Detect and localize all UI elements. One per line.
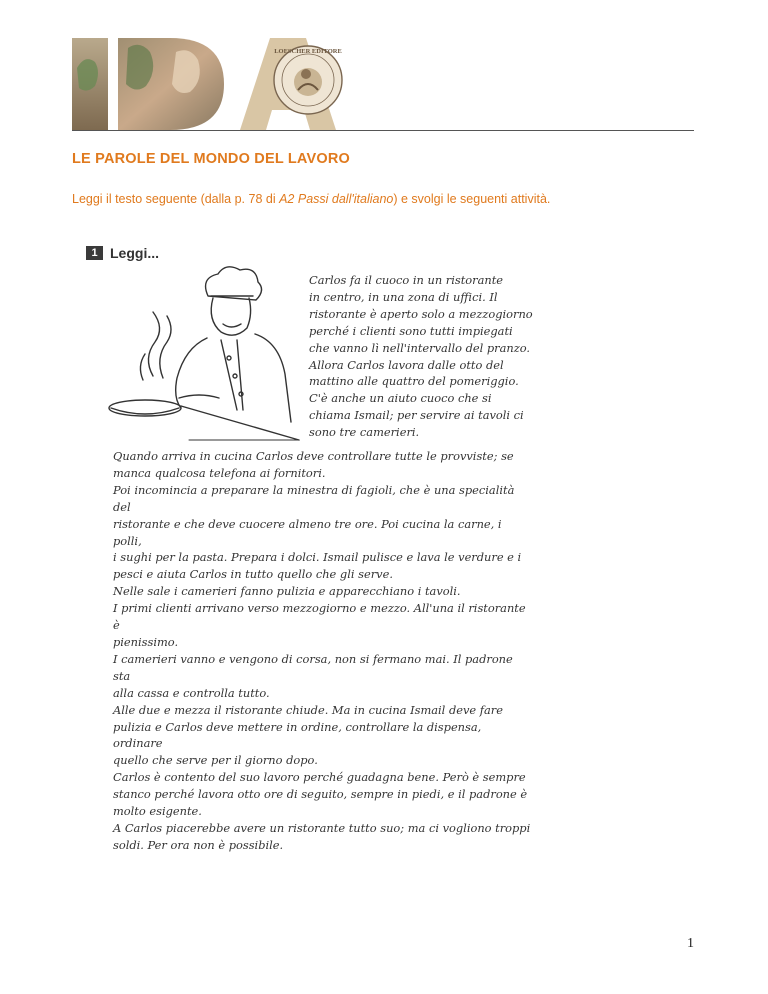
story-line: C'è anche un aiuto cuoco che si [309,391,492,406]
ida-logo [72,38,344,130]
story-line: pesci e aiuta Carlos in tutto quello che gli serve. [113,567,393,582]
story-line: Poi incomincia a preparare la minestra di fagioli, che è una specialità del [113,482,515,514]
instruction-after: ) e svolgi le seguenti attività. [393,192,551,206]
story-line: i sughi per la pasta. Prepara i dolci. Ismail pulisce e lava le verdure e i [113,550,522,565]
book-title: A2 Passi dall'italiano [279,192,394,206]
story-line: sono tre camerieri. [309,425,420,440]
section-label: Leggi... [110,245,159,261]
seal-text: LOESCHER EDITORE [274,48,342,55]
story-line: pienissimo. [113,634,179,649]
instruction-text [72,192,550,206]
story-line: Allora Carlos lavora dalle otto del [309,357,504,372]
story-line: manca qualcosa telefona ai fornitori. [113,465,326,480]
story-line: ristorante e che deve cuocere almeno tre ore. Poi cucina la carne, i polli, [113,516,502,548]
story-line: che vanno lì nell'intervallo del pranzo. [309,340,531,355]
story-line: stanco perché lavora otto ore di seguito, sempre in piedi, e il padrone è [113,787,528,802]
story-line: quello che serve per il giorno dopo. [113,753,318,768]
section-number-badge: 1 [86,246,103,260]
story-line: Carlos fa il cuoco in un ristorante [309,273,504,287]
story-line: mattino alle quattro del pomeriggio. [309,374,519,389]
story-line: alla cassa e controlla tutto. [113,685,270,700]
story-line: I camerieri vanno e vengono di corsa, non si fermano mai. Il padrone sta [113,651,513,683]
publisher-seal [274,46,342,114]
story-line: ristorante è aperto solo a mezzogiorno [309,306,533,321]
story-line: Nelle sale i camerieri fanno pulizia e apparecchiano i tavoli. [113,584,461,599]
story-line: perché i clienti sono tutti impiegati [309,323,513,338]
story-line: pulizia e Carlos deve mettere in ordine, controllare la dispensa, ordinare [113,719,482,751]
story-line: Alle due e mezza il ristorante chiude. Ma in cucina Ismail deve fare [113,702,503,717]
header-rule [72,130,694,131]
story-line: chiama Ismail; per servire ai tavoli ci [309,408,524,423]
page-number: 1 [687,936,694,951]
story-line: I primi clienti arrivano verso mezzogiorno e mezzo. All'una il ristorante è [113,601,526,633]
instruction-before: Leggi il testo seguente (dalla p. 78 di [72,192,280,206]
story-line: in centro, in una zona di uffici. Il [309,289,498,304]
section-heading [86,245,159,261]
story-line: Quando arriva in cucina Carlos deve controllare tutte le provviste; se [113,449,514,463]
story-body [113,448,533,854]
story-line: molto esigente. [113,804,202,819]
story-line: soldi. Per ora non è possibile. [113,837,284,852]
story-line: Carlos è contento del suo lavoro perché guadagna bene. Però è sempre [113,770,526,785]
story-intro [309,272,549,441]
story-line: A Carlos piacerebbe avere un ristorante tutto suo; ma ci vogliono troppi [113,820,531,835]
page-title: LE PAROLE DEL MONDO DEL LAVORO [72,151,351,167]
chef-illustration [103,266,303,446]
